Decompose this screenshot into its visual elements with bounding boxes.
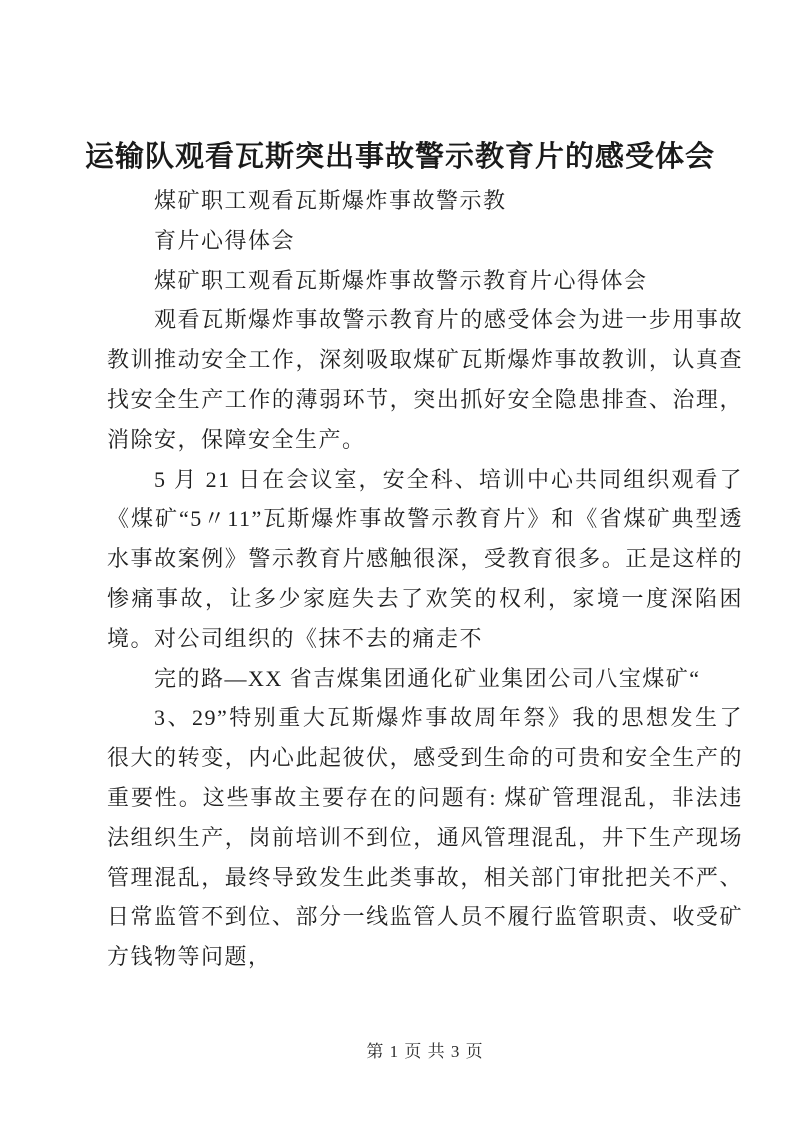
- paragraph: 育片心得体会: [154, 227, 296, 253]
- paragraph: 5 月 21 日在会议室，安全科、培训中心共同组织观看了《煤矿“5〃11”瓦斯爆炸事故警示教育片》和《省煤矿典型透水事故案例》警示教育片感触很深，受教育很多。正是这样的惨痛事故，让多少家庭失去了欢笑的权利，家境一度深陷困境。对公司组织的《抹不去的痛走不: [107, 466, 743, 651]
- paragraph: 煤矿职工观看瓦斯爆炸事故警示教: [154, 188, 507, 213]
- page-number: 第 1 页 共 3 页: [366, 1042, 484, 1061]
- paragraph: 煤矿职工观看瓦斯爆炸事故警示教育片心得体会: [154, 267, 648, 293]
- paragraph: 完的路—XX 省吉煤集团通化矿业集团公司八宝煤矿“: [154, 665, 701, 691]
- document-body: [107, 181, 743, 977]
- document-title: 运输队观看瓦斯突出事故警示教育片的感受体会: [84, 141, 715, 173]
- paragraph: 观看瓦斯爆炸事故警示教育片的感受体会为进一步用事故教训推动安全工作，深刻吸取煤矿瓦斯爆炸事故教训，认真查找安全生产工作的薄弱环节，突出抓好安全隐患排查、治理，消除安，保障安全生产。: [107, 307, 743, 452]
- paragraph: 3、29”特别重大瓦斯爆炸事故周年祭》我的思想发生了很大的转变，内心此起彼伏，感受到生命的可贵和安全生产的重要性。这些事故主要存在的问题有: 煤矿管理混乱，非法违法组织生产，岗前培训不到位，通风管理混乱，井下生产现场管理混乱，最终导致发生此类事故，相关部门审批把关不严、日常监管不到位、部分一线监管人员不履行监管职责、收受矿方钱物等问题，: [107, 705, 743, 970]
